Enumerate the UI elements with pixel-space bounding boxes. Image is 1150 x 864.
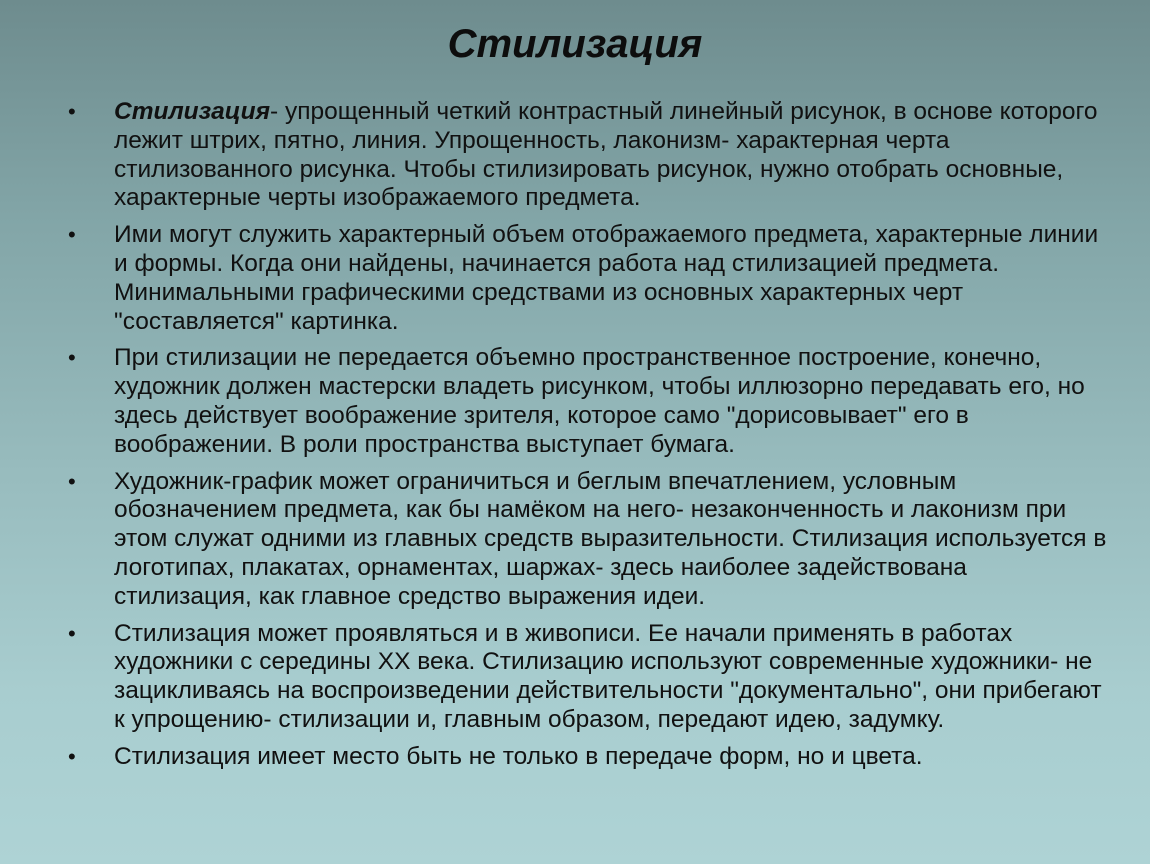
bullet-icon: • — [68, 620, 76, 646]
bullet-text: Художник-график может ограничиться и беглым впечатлением, условным обозначением предмета, как бы намёком на него- незаконченность и лаконизм при этом служат одними из главных средств выразительности. Стилизация используется в логотипах, плакатах, орнаментах, шаржах- здесь наиболее задействована стилизация, как главное средство выражения идеи. — [114, 467, 1107, 610]
bullet-icon: • — [68, 468, 76, 494]
bullet-text: При стилизации не передается объемно пространственное построение, конечно, художник должен мастерски владеть рисунком, чтобы иллюзорно передавать его, но здесь действует воображение зрителя, которое само "дорисовывает" его в воображении. В роли пространства выступает бумага. — [114, 344, 1085, 458]
bullet-text: Ими могут служить характерный объем отображаемого предмета, характерные линии и формы. Когда они найдены, начинается работа над стилизацией предмета. Минимальными графическими средствами из основных характерных черт "составляется" картинка. — [114, 221, 1099, 335]
bullet-text: Стилизация имеет место быть не только в передаче форм, но и цвета. — [114, 742, 923, 770]
bullet-item — [68, 743, 1108, 772]
bullet-item — [68, 620, 1108, 735]
bullet-text: Стилизация может проявляться и в живописи. Ее начали применять в работах художники с середины XX века. Стилизацию используют современные художники- не зацикливаясь на воспроизведении действительности "документально", они прибегают к упрощению- стилизации и, главным образом, передают идею, задумку. — [114, 619, 1102, 733]
bullet-icon: • — [68, 222, 76, 248]
bullet-item — [68, 98, 1108, 213]
bullet-icon: • — [68, 743, 76, 769]
bullet-text: - упрощенный четкий контрастный линейный рисунок, в основе которого лежит штрих, пятно, линия. Упрощенность, лаконизм- характерная черта стилизованного рисунка. Чтобы стилизировать рисунок, нужно отобрать основные, характерные черты изображаемого предмета. — [114, 98, 1098, 212]
slide-title: Стилизация — [447, 22, 703, 66]
bullet-item — [68, 468, 1108, 612]
bullet-item — [68, 344, 1108, 459]
bullet-list — [68, 98, 1108, 780]
bullet-item — [68, 221, 1108, 336]
bullet-icon: • — [68, 345, 76, 371]
bullet-icon: • — [68, 99, 76, 124]
term-highlight: Стилизация — [114, 98, 270, 125]
